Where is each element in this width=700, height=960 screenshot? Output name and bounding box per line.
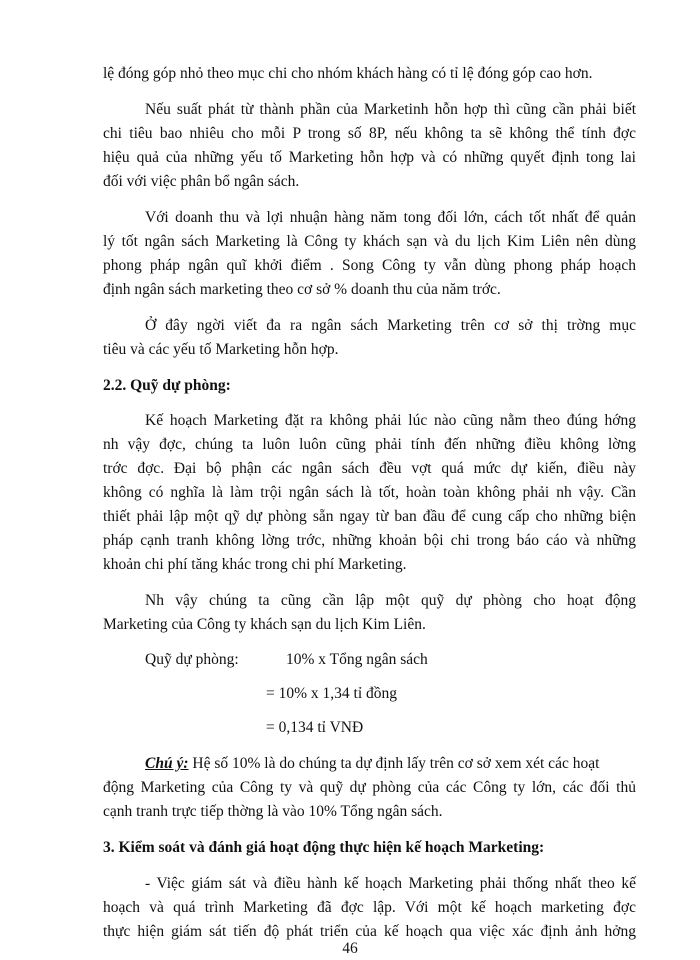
text-line: hoạch và quá trình Marketing đã đợc lập. Với một kế hoạch marketing đợc <box>103 899 636 916</box>
text-line: Ở đây ngời viết đa ra ngân sách Marketing trên cơ sở thị trờng mục <box>145 317 636 334</box>
text-line: trớc đợc. Đại bộ phận các ngân sách đều vợt quá mức dự kiến, điều này <box>103 460 636 477</box>
text-line: Với doanh thu và lợi nhuận hàng năm tong đối lớn, cách tốt nhất để quản <box>145 209 636 226</box>
text-line: thực hiện giám sát tiến độ phát triển của kế hoạch qua việc xác định ảnh hởng <box>103 923 636 940</box>
note-line <box>145 754 599 774</box>
text-line: lệ đóng góp nhỏ theo mục chi cho nhóm khách hàng có tỉ lệ đóng góp cao hơn. <box>103 65 593 82</box>
note-text: Hệ số 10% là do chúng ta dự định lấy trên cơ sở xem xét các hoạt <box>188 755 600 772</box>
text-line: hiệu quả của những yếu tố Marketing hỗn hợp và có những quyết định tong lai <box>103 149 636 166</box>
note-label: Chú ý: <box>145 755 189 772</box>
formula-line: = 10% x 1,34 tỉ đồng <box>266 685 398 702</box>
text-line: - Việc giám sát và điều hành kế hoạch Marketing phải thống nhất theo kế <box>145 875 636 892</box>
text-line: Nh vậy chúng ta cũng cần lập một quỹ dự phòng cho hoạt động <box>145 592 636 609</box>
text-line: phong pháp ngân quĩ khởi điểm . Song Công ty vẫn dùng phong pháp hoạch <box>103 257 636 274</box>
text-line: Marketing của Công ty khách sạn du lịch Kim Liên. <box>103 616 426 633</box>
text-line: đối với việc phân bổ ngân sách. <box>103 173 300 190</box>
text-line: tiêu và các yếu tố Marketing hỗn hợp. <box>103 341 339 358</box>
section-heading: 3. Kiểm soát và đánh giá hoạt động thực hiện kế hoạch Marketing: <box>103 839 545 856</box>
text-line: cạnh tranh trực tiếp thờng là vào 10% Tổng ngân sách. <box>103 803 443 820</box>
text-line: thiết phải lập một qỹ dự phòng sẵn ngay từ ban đầu để cung cấp cho những biện <box>103 508 636 525</box>
text-line: chi tiêu bao nhiêu cho mỗi P trong số 8P, nếu không ta sẽ không thể tính đợc <box>103 125 636 142</box>
text-line: không có nghĩa là làm trội ngân sách là tốt, hoàn toàn không phải nh vậy. Cần <box>103 484 636 501</box>
text-line: Kế hoạch Marketing đặt ra không phải lúc nào cũng nằm theo đúng hớng <box>145 412 636 429</box>
text-line: nh vậy đợc, chúng ta luôn luôn cũng phải tính đến những điều không lờng <box>103 436 636 453</box>
text-line: khoản chi phí tăng khác trong chi phí Marketing. <box>103 556 407 573</box>
section-heading: 2.2. Quỹ dự phòng: <box>103 377 231 394</box>
text-line: định ngân sách marketing theo cơ sở % doanh thu của năm trớc. <box>103 281 501 298</box>
formula-label: Quỹ dự phòng: <box>145 651 239 668</box>
text-line: pháp cạnh tranh không lờng trớc, những khoản bội chi trong báo cáo và những <box>103 532 636 549</box>
text-line: động Marketing của Công ty và quỹ dự phòng của các Công ty lớn, các đối thủ <box>103 779 636 796</box>
page-number: 46 <box>342 940 358 957</box>
formula-line: = 0,134 tỉ VNĐ <box>266 719 364 736</box>
text-line: lý tốt ngân sách Marketing là Công ty khách sạn và du lịch Kim Liên nên dùng <box>103 233 636 250</box>
formula-line: 10% x Tổng ngân sách <box>286 651 428 668</box>
text-line: Nếu suất phát từ thành phần của Marketinh hỗn hợp thì cũng cần phải biết <box>145 101 636 118</box>
